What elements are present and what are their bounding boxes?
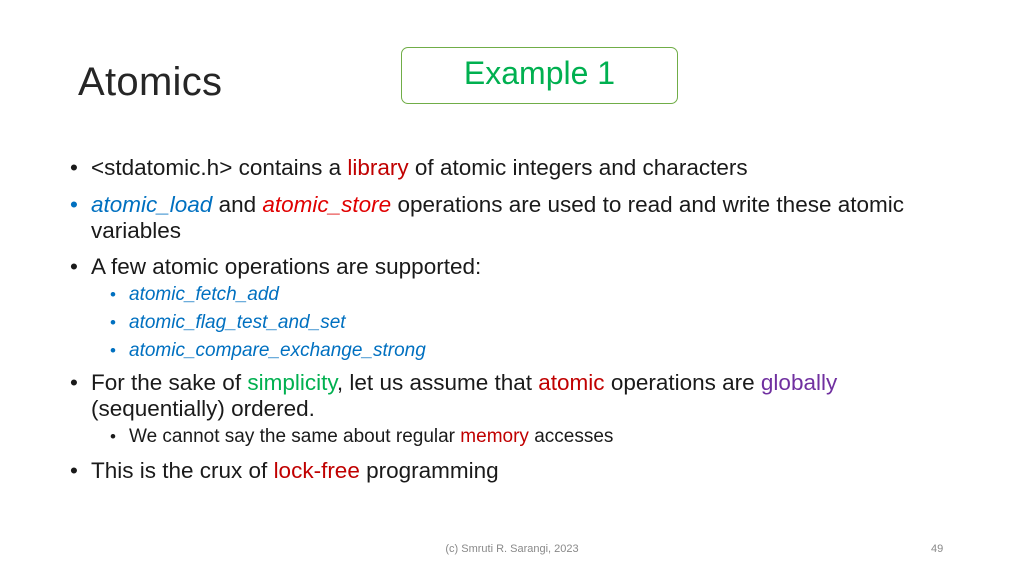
- bullet-highlight: atomic_load: [91, 192, 213, 217]
- bullet-highlight: lock-free: [273, 458, 360, 483]
- sub-bullet-text: accesses: [528, 426, 614, 447]
- sub-bullet-item: [70, 340, 970, 362]
- sub-bullet-list: [70, 284, 970, 362]
- slide-footer: (c) Smruti R. Sarangi, 2023: [445, 543, 579, 555]
- bullet-list: [70, 155, 970, 484]
- bullet-dot: •: [70, 370, 78, 395]
- bullet-text: of atomic integers and characters: [408, 155, 748, 180]
- bullet-text: operations are: [604, 370, 761, 395]
- bullet-dot: •: [70, 155, 78, 180]
- bullet-text: operations are used to read and write these atomic variables: [91, 192, 904, 243]
- bullet-text: , let us assume that: [336, 370, 539, 395]
- bullet-highlight: library: [347, 155, 409, 180]
- sub-bullet-text: atomic_flag_test_and_set: [129, 312, 346, 333]
- example-label: Example 1: [463, 55, 616, 91]
- sub-bullet-dot: •: [110, 341, 116, 360]
- bullet-text: (sequentially) ordered.: [91, 396, 315, 421]
- bullet-highlight: globally: [760, 370, 838, 395]
- example-label-box: [401, 47, 678, 104]
- bullet-dot: •: [70, 458, 78, 483]
- sub-bullet-dot: •: [110, 285, 116, 304]
- bullet-text: A few atomic operations are supported:: [91, 254, 482, 279]
- sub-bullet-text: We cannot say the same about regular: [129, 426, 461, 447]
- bullet-dot: •: [70, 254, 78, 279]
- bullet-highlight: atomic: [538, 370, 605, 395]
- bullet-text: <stdatomic.h> contains a: [91, 155, 348, 180]
- bullet-item: [70, 192, 970, 244]
- sub-bullet-text: atomic_fetch_add: [129, 284, 279, 305]
- bullet-item: [70, 370, 970, 422]
- slide-title: Atomics: [78, 60, 223, 104]
- bullet-item: [70, 155, 970, 181]
- bullet-text: This is the crux of: [91, 458, 274, 483]
- bullet-highlight: atomic_store: [262, 192, 392, 217]
- sub-bullet-dot: •: [110, 313, 116, 332]
- sub-bullet-list: [70, 426, 970, 448]
- bullet-text: programming: [359, 458, 499, 483]
- sub-bullet-highlight: memory: [460, 426, 529, 447]
- sub-bullet-dot: •: [110, 427, 116, 446]
- bullet-dot: •: [70, 192, 78, 217]
- sub-bullet-text: atomic_compare_exchange_strong: [129, 340, 426, 361]
- sub-bullet-item: [70, 312, 970, 334]
- sub-bullet-item: [70, 284, 970, 306]
- bullet-item: [70, 458, 970, 484]
- page-number: 49: [931, 543, 944, 555]
- bullet-text: and: [212, 192, 263, 217]
- bullet-highlight: simplicity: [247, 370, 337, 395]
- sub-bullet-item: [70, 426, 970, 448]
- bullet-text: For the sake of: [91, 370, 248, 395]
- bullet-item: [70, 254, 970, 280]
